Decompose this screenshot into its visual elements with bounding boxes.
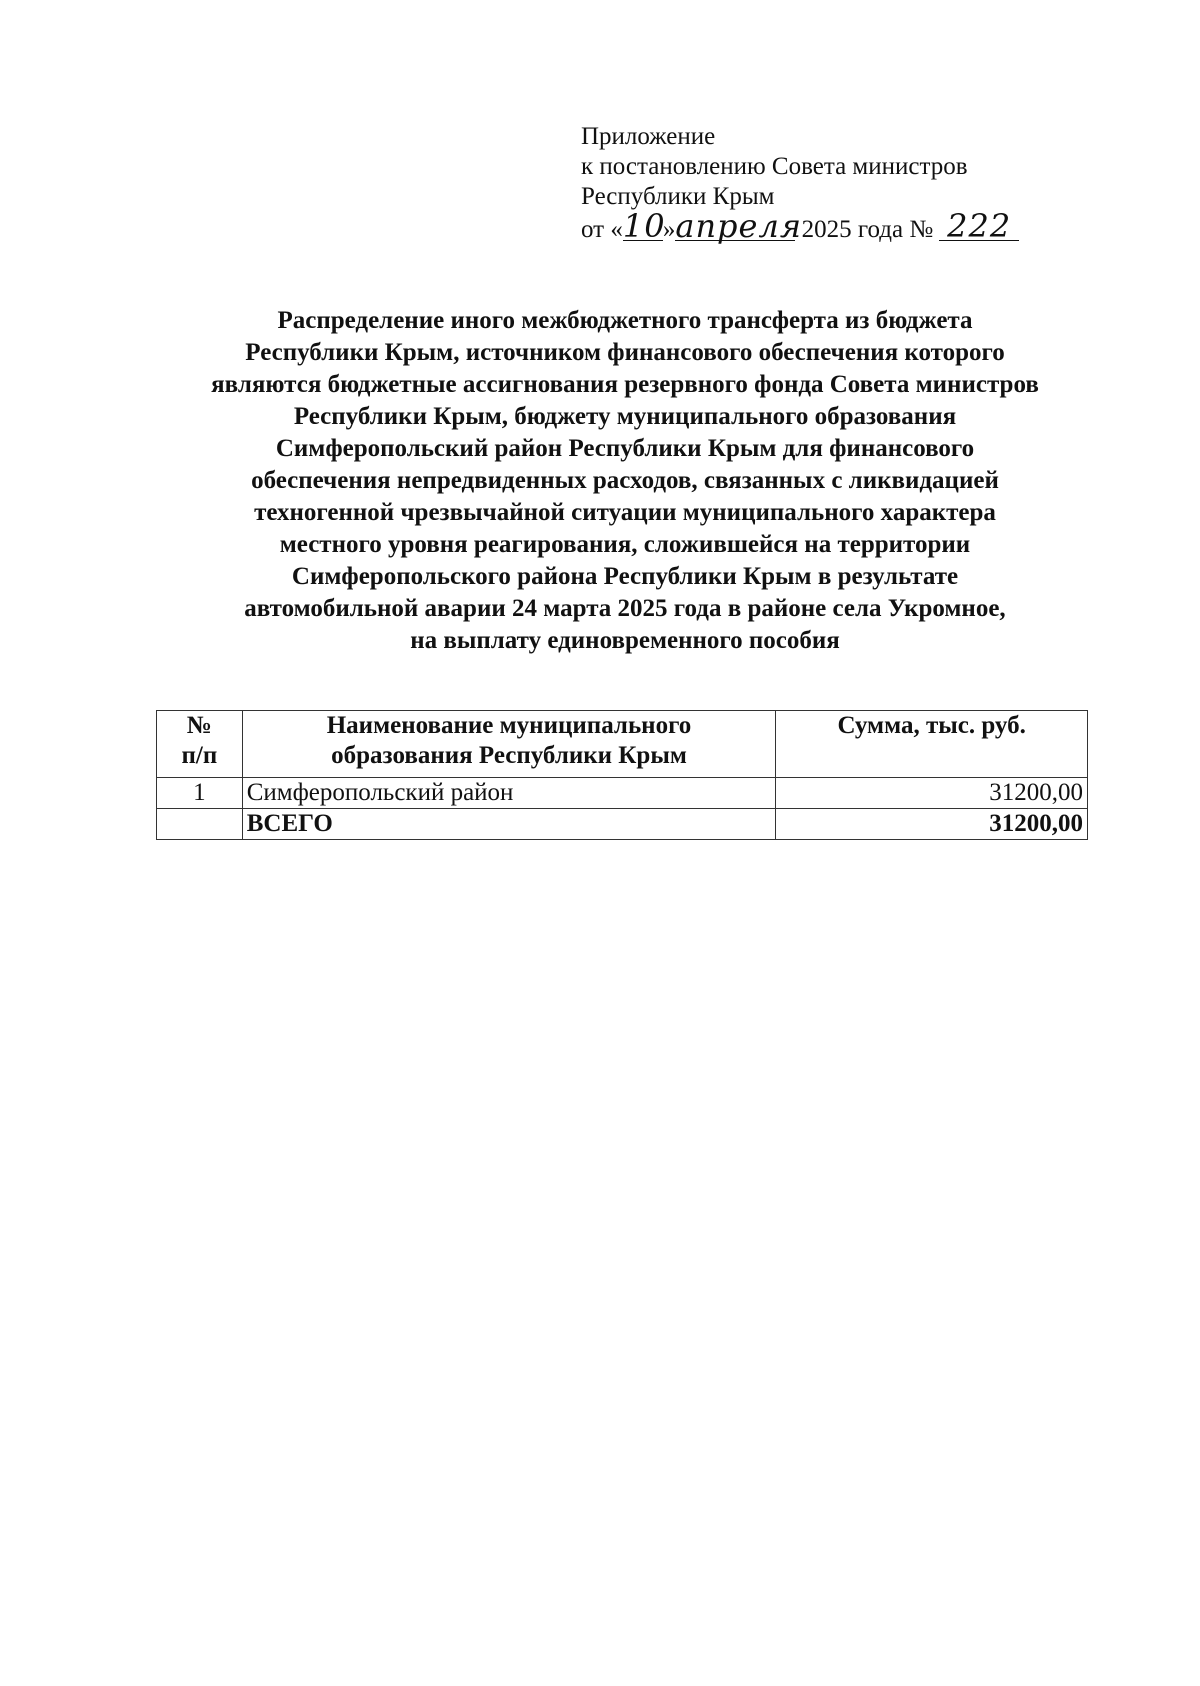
- title-line: Симферопольского района Республики Крым в результате: [291, 563, 959, 590]
- title-line: Симферопольский район Республики Крым для финансового: [275, 435, 975, 462]
- header-num: [157, 711, 243, 778]
- title-line: обеспечения непредвиденных расходов, связанных с ликвидацией: [251, 467, 999, 494]
- date-year: 2025 года №: [801, 216, 934, 243]
- header-sum: Сумма, тыс. руб.: [776, 711, 1088, 778]
- appendix-block: [581, 122, 1019, 245]
- title-line: местного уровня реагирования, сложившейся на территории: [279, 531, 971, 558]
- row-name: Симферопольский район: [242, 778, 776, 809]
- row-num: 1: [157, 778, 243, 809]
- appendix-line-3: Республики Крым: [581, 183, 775, 210]
- appendix-line-2: к постановлению Совета министров: [581, 153, 968, 180]
- title-line: Республики Крым, источником финансового обеспечения которого: [245, 339, 1005, 366]
- header-num-line-2: п/п: [181, 742, 218, 769]
- date-day-handwritten: 10: [622, 207, 666, 245]
- total-num: [157, 809, 243, 840]
- total-sum: 31200,00: [776, 809, 1088, 840]
- doc-number-handwritten: 222: [939, 212, 1019, 241]
- header-name-line-2: образования Республики Крым: [331, 742, 687, 769]
- total-label: ВСЕГО: [242, 809, 776, 840]
- appendix-date-line: [581, 207, 1019, 245]
- table-row: [157, 778, 1088, 809]
- appendix-title: Приложение: [581, 123, 716, 150]
- table-header-row: [157, 711, 1088, 778]
- date-month-handwritten: апреля: [675, 207, 803, 245]
- title-line: Распределение иного межбюджетного трансферта из бюджета: [277, 307, 973, 334]
- header-num-line-1: №: [186, 712, 212, 739]
- row-sum: 31200,00: [776, 778, 1088, 809]
- header-name: [242, 711, 776, 778]
- date-mid: »: [662, 216, 676, 243]
- header-name-line-1: Наименование муниципального: [326, 712, 692, 739]
- distribution-table: [156, 710, 1088, 840]
- title-line: автомобильной аварии 24 марта 2025 года в районе села Укромное,: [244, 595, 1006, 622]
- title-line: Республики Крым, бюджету муниципального образования: [293, 403, 957, 430]
- date-prefix: от «: [581, 216, 623, 243]
- document-title: [150, 305, 1100, 657]
- title-line: являются бюджетные ассигнования резервного фонда Совета министров: [211, 371, 1039, 398]
- title-line: на выплату единовременного пособия: [410, 627, 840, 654]
- title-line: техногенной чрезвычайной ситуации муниципального характера: [254, 499, 996, 526]
- table-total-row: [157, 809, 1088, 840]
